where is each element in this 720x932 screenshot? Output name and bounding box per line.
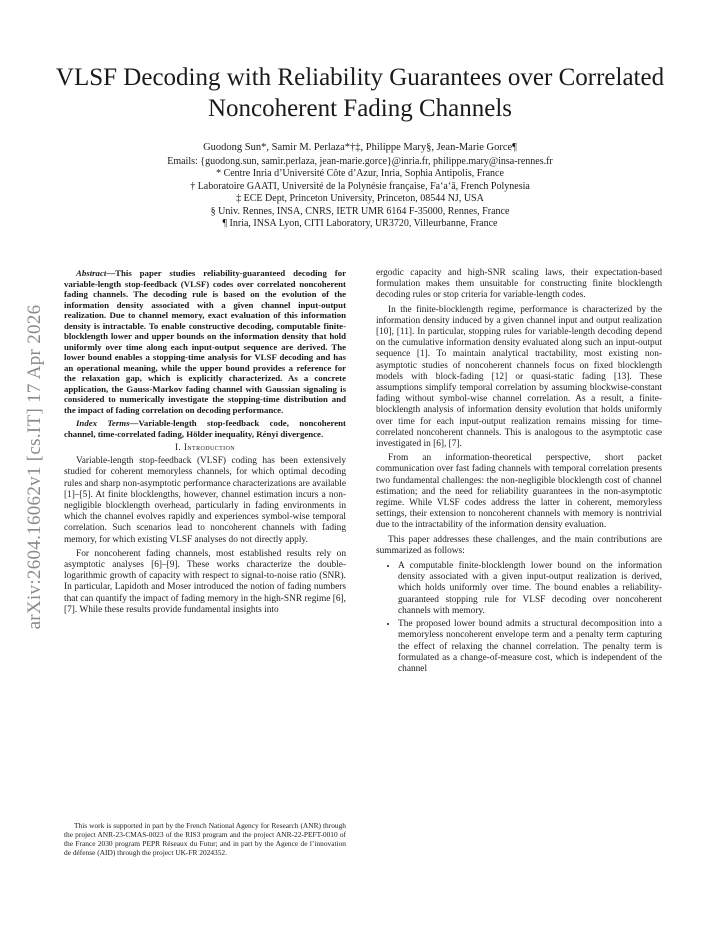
footnote	[64, 822, 346, 858]
section-heading	[64, 442, 346, 453]
abstract-text: —This paper studies reliability-guaranteed decoding for variable-length stop-feedback (VLSF) codes over correlated noncoherent fading channels. The decoding rule is based on the evolution of the information density associated with a given channel input-output realization. Due to channel memory, exact evaluation of this information density is intractable. To enable constructive decoding, computable finite-blocklength lower and upper bounds on the information density that hold uniformly over time along each input-output sequence are derived. The lower bound enables a stopping-time analysis for VLSF decoding and has an operational meaning, while the upper bound provides a reference for the relaxation gap, which is explicitly characterized. As a concrete application, the Gauss-Markov fading channel with Gaussian signaling is considered to numerically investigate the stopping-time distribution and the impact of fading correlation on decoding performance.	[64, 268, 346, 415]
author-block	[60, 142, 660, 231]
affiliation: ¶ Inria, INSA Lyon, CITI Laboratory, UR3720, Villeurbanne, France	[222, 218, 498, 229]
section-numeral: I.	[174, 442, 182, 452]
paragraph: Variable-length stop-feedback (VLSF) coding has been extensively studied for coherent memoryless channels, for which optimal decoding rules and sharp non-asymptotic performance characterizations are available [1]–[5]. At finite blocklengths, however, channel estimation incurs a non-negligible blocklength overhead, particularly in fading environments in which the channel evolves rapidly and experiences symbol-wise temporal correlation. Such scenarios lead to noncoherent channels with fading memory, for which existing VLSF analyses do not directly apply.	[64, 456, 346, 545]
paragraph: In the finite-blocklength regime, performance is characterized by the information density induced by a given channel input and output realization [10], [11]. In particular, stopping rules for variable-length decoding depend on the cumulative information density evaluated along such an input-output sequence [1]. To maintain analytical tractability, most existing non-asymptotic studies of noncoherent channels focus on fixed blocklength models with block-fading [12] or quasi-static fading [13]. These assumptions simplify temporal correlation by assuming blockwise-constant fading without symbol-wise channel correlation. As a result, a finite-blocklength analysis of information density evolution that holds uniformly over time for each input-output realization remains missing for time-correlated noncoherent channels. This is analogous to the asymptotic case investigated in [6], [7].	[376, 304, 662, 450]
list-item: • The proposed lower bound admits a structural decomposition into a memoryless noncoherent envelope term and a penalty term capturing the effect of relaxing the channel correlation. The penalty term is formulated as a change-of-measure cost, which is independent of the channel	[398, 619, 662, 675]
affiliation: * Centre Inria d’Université Côte d’Azur, Inria, Sophia Antipolis, France	[216, 168, 504, 179]
author-names: Guodong Sun*, Samir M. Perlaza*†‡, Philippe Mary§, Jean-Marie Gorce¶	[203, 142, 517, 153]
list-item: • A computable finite-blocklength lower bound on the information density associated with a given input-output realization is derived, which holds uniformly over time. The bound enables a reliability-guaranteed stopping rule for VLSF decoding over noncoherent channels with memory.	[398, 561, 662, 617]
paragraph: From an information-theoretical perspective, short packet communication over fast fading channels with temporal correlation presents two fundamental challenges: the non-negligible blocklength cost of channel estimation; and the need for reliability guarantees in the non-asymptotic regime. While VLSF codes address the latter in coherent, memoryless settings, their extension to noncoherent channels with memory is nontrivial due to the intractability of the information density evaluation.	[376, 453, 662, 531]
right-column	[376, 268, 662, 677]
section-title: Introduction	[183, 442, 236, 452]
paragraph: This paper addresses these challenges, and the main contributions are summarized as follows:	[376, 534, 662, 556]
affiliation: † Laboratoire GAATI, Université de la Polynésie française, Fa‘a‘ā, French Polynesia	[190, 180, 530, 192]
abstract	[64, 268, 346, 439]
paper-title: VLSF Decoding with Reliability Guarantees over Correlated Noncoherent Fading Channels	[55, 64, 665, 122]
contribution-list	[376, 561, 662, 675]
paragraph: ergodic capacity and high-SNR scaling laws, their expectation-based formulation makes them unsuitable for constructing finite blocklength decoding rules or stop criteria for variable-length codes.	[376, 268, 662, 301]
arxiv-stamp	[22, 262, 48, 672]
affiliation: § Univ. Rennes, INSA, CNRS, IETR UMR 6164 F-35000, Rennes, France	[210, 205, 510, 217]
footnote-text: This work is supported in part by the French National Agency for Research (ANR) through the project ANR-23-CMAS-0023 of the RIS3 program and the project ANR-22-PEFT-0010 of the France 2030 program PEPR Réseaux du Futur; and in part by the Agence de l’innovation de défense (AID) through the project UK-FR 2024352.	[64, 821, 346, 857]
paragraph: For noncoherent fading channels, most established results rely on asymptotic analyses [6]–[9]. These works characterize the double-logarithmic growth of capacity with respect to signal-to-noise ratio (SNR). In particular, Lapidoth and Moser introduced the notion of fading numbers that can quantify the impact of fading memory in the high-SNR regime [6], [7]. While these results provide fundamental insights into	[64, 548, 346, 615]
index-terms-label: Index Terms	[76, 418, 130, 428]
index-terms-text: —Variable-length stop-feedback code, noncoherent channel, time-correlated fading, Hölder inequality, Rényi divergence.	[64, 418, 346, 439]
arxiv-id: arXiv:2604.16062v1 [cs.IT] 17 Apr 2026	[24, 304, 45, 630]
affiliation: ‡ ECE Dept, Princeton University, Princeton, 08544 NJ, USA	[236, 193, 484, 204]
author-emails: Emails: {guodong.sun, samir.perlaza, jean-marie.gorce}@inria.fr, philippe.mary@insa-rennes.fr	[167, 155, 553, 167]
left-column	[64, 268, 346, 619]
abstract-label: Abstract	[76, 268, 107, 278]
